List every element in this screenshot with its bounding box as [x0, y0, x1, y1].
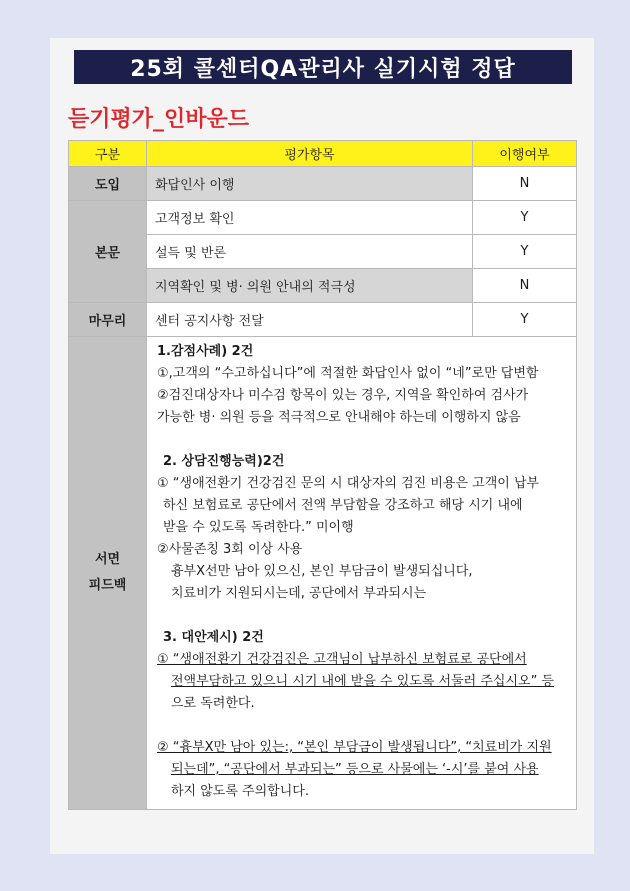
item-cell: 고객정보 확인	[147, 201, 473, 235]
category-cell: 도입	[69, 167, 147, 201]
result-cell: N	[473, 269, 577, 303]
feedback-category-cell	[69, 337, 147, 810]
feedback-line: 하신 보험료로 공단에서 전액 부담함을 강조하고 해당 시기 내에	[163, 498, 523, 513]
title-banner	[74, 50, 572, 84]
result-cell: N	[473, 167, 577, 201]
header-result: 이행여부	[473, 141, 577, 167]
table-row	[69, 303, 577, 337]
feedback-line: ① “생애전환기 건강검진은 고객님이 납부하신 보험료로 공단에서	[157, 652, 527, 667]
feedback-line: 흉부X선만 남아 있으신, 본인 부담금이 발생되십니다,	[171, 564, 473, 579]
feedback-line: ①,고객의 “수고하십니다”에 적절한 화답인사 없이 “네”로만 답변함	[157, 366, 539, 381]
feedback-line: 치료비가 지원되시는데, 공단에서 부과되시는	[171, 586, 427, 601]
result-cell: Y	[473, 303, 577, 337]
header-item: 평가항목	[147, 141, 473, 167]
feedback-line: ① “생애전환기 건강검진 문의 시 대상자의 검진 비용은 고객이 납부	[157, 476, 540, 491]
evaluation-table	[68, 140, 577, 810]
result-cell: Y	[473, 235, 577, 269]
feedback-line: ②검진대상자나 미수검 항목이 있는 경우, 지역을 확인하여 검사가	[157, 388, 529, 403]
header-category: 구분	[69, 141, 147, 167]
feedback-category-line2: 피드백	[88, 578, 127, 593]
answer-sheet	[50, 38, 594, 854]
item-cell: 화답인사 이행	[147, 167, 473, 201]
feedback-line: 받을 수 있도록 독려한다.” 미이행	[163, 520, 354, 535]
table-row	[69, 201, 577, 235]
feedback-line: 전액부담하고 있으니 시기 내에 받을 수 있도록 서둘러 주십시오” 등	[171, 674, 554, 689]
banner-title: 25회 콜센터QA관리사 실기시험 정답	[130, 56, 516, 82]
spacer	[157, 429, 568, 451]
feedback-line: 하지 않도록 주의합니다.	[171, 784, 309, 799]
feedback-line: ② “흉부X만 남아 있는:, “본인 부담금이 발생됩니다”, “치료비가 지원	[157, 740, 552, 755]
spacer	[157, 605, 568, 627]
result-cell: Y	[473, 201, 577, 235]
item-cell: 지역확인 및 병· 의원 안내의 적극성	[147, 269, 473, 303]
feedback-heading: 3. 대안제시) 2건	[163, 630, 264, 645]
category-cell: 본문	[69, 201, 147, 303]
category-cell: 마무리	[69, 303, 147, 337]
feedback-line: ②사물존칭 3회 이상 사용	[157, 542, 303, 557]
item-cell: 센터 공지사항 전달	[147, 303, 473, 337]
feedback-text-cell	[147, 337, 577, 810]
spacer	[157, 715, 568, 737]
feedback-heading: 2. 상담진행능력)2건	[163, 454, 285, 469]
section-title: 듣기평가_인바운드	[68, 107, 250, 132]
feedback-row	[69, 337, 577, 810]
table-row	[69, 167, 577, 201]
feedback-category-line1: 서면	[94, 552, 121, 567]
item-cell: 설득 및 반론	[147, 235, 473, 269]
feedback-line: 되는데”, “공단에서 부과되는” 등으로 사물에는 ‘-시’를 붙여 사용	[171, 762, 539, 777]
table-header-row	[69, 141, 577, 167]
feedback-line: 으로 독려한다.	[171, 696, 255, 711]
feedback-line: 가능한 병· 의원 등을 적극적으로 안내해야 하는데 이행하지 않음	[157, 410, 521, 425]
feedback-heading: 1.감점사례) 2건	[157, 344, 254, 359]
